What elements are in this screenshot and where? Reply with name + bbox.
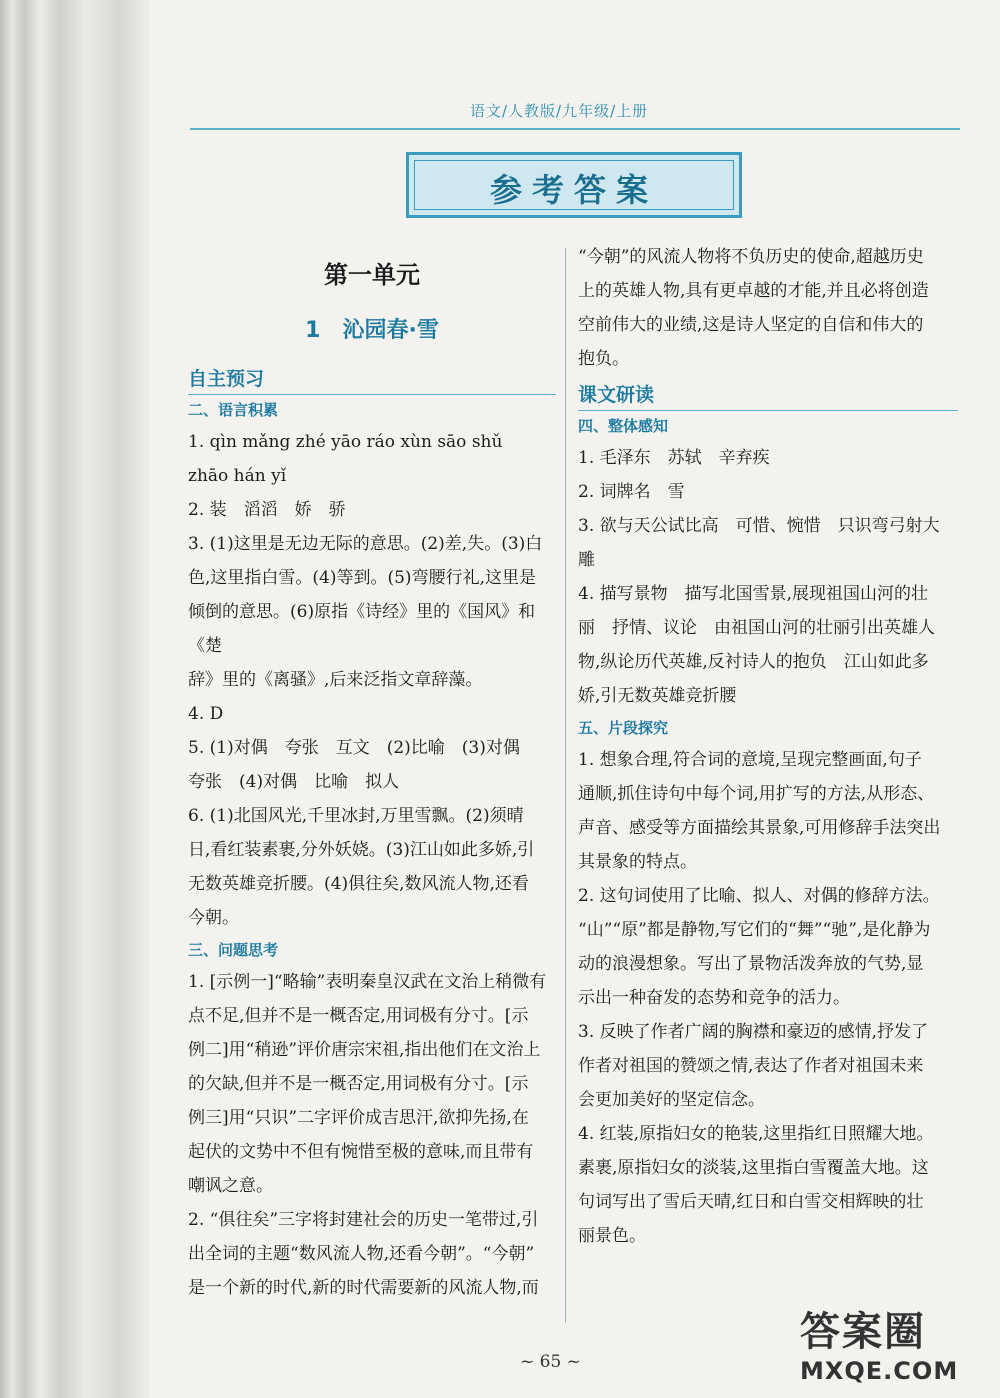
answer-line: 会更加美好的坚定信念。 xyxy=(578,1090,765,1110)
answer-line: “山”“原”都是静物,写它们的“舞”“驰”,是化静为 xyxy=(578,920,931,940)
column-divider xyxy=(565,248,566,1323)
answer-line: 1. qìn mǎng zhé yāo ráo xùn sāo shǔ xyxy=(188,432,503,452)
answer-line: 例二]用“稍逊”评价唐宗宋祖,指出他们在文治上 xyxy=(188,1040,541,1060)
answer-line: 出全词的主题“数风流人物,还看今朝”。“今朝” xyxy=(188,1244,535,1264)
answer-line: 2. 这句词使用了比喻、拟人、对偶的修辞方法。 xyxy=(578,886,940,906)
answer-line: 丽 抒情、议论 由祖国山河的壮丽引出英雄人 xyxy=(578,618,935,638)
answer-line: 色,这里指白雪。(4)等到。(5)弯腰行礼,这里是 xyxy=(188,568,536,588)
answer-line: 上的英雄人物,具有更卓越的才能,并且必将创造 xyxy=(578,281,929,301)
answer-line: 空前伟大的业绩,这是诗人坚定的自信和伟大的 xyxy=(578,315,924,335)
answer-line: 其景象的特点。 xyxy=(578,852,697,872)
answer-line: 1. 毛泽东 苏轼 辛弃疾 xyxy=(578,448,770,468)
page-stack-edges xyxy=(0,0,170,1398)
answer-line: 嘲讽之意。 xyxy=(188,1176,273,1196)
answer-line: 丽景色。 xyxy=(578,1226,646,1246)
answer-line: 句词写出了雪后天晴,红日和白雪交相辉映的壮 xyxy=(578,1192,924,1212)
header-rule xyxy=(190,128,960,130)
subheading-excerpt: 五、片段探究 xyxy=(578,719,669,737)
answer-line: 2. “俱往矣”三字将封建社会的历史一笔带过,引 xyxy=(188,1210,539,1230)
answer-line: 雕 xyxy=(578,550,595,570)
watermark-url: MXQE.COM xyxy=(800,1357,959,1385)
section-heading-preview: 自主预习 xyxy=(188,364,556,395)
answer-line: 6. (1)北国风光,千里冰封,万里雪飘。(2)须晴 xyxy=(188,806,524,826)
answer-line: 物,纵论历代英雄,反衬诗人的抱负 江山如此多 xyxy=(578,652,929,672)
answer-line: 倾倒的意思。(6)原指《诗经》里的《国风》和《楚 xyxy=(188,602,536,656)
answer-line: 的欠缺,但并不是一概否定,用词极有分寸。[示 xyxy=(188,1074,529,1094)
answer-line: “今朝”的风流人物将不负历史的使命,超越历史 xyxy=(578,247,924,267)
answer-line: 日,看红装素裹,分外妖娆。(3)江山如此多娇,引 xyxy=(188,840,535,860)
answer-line: 3. 反映了作者广阔的胸襟和豪迈的感情,抒发了 xyxy=(578,1022,929,1042)
answer-line: 4. D xyxy=(188,704,224,724)
watermark-logo xyxy=(800,1300,990,1390)
page-title: 参考答案 xyxy=(489,171,658,209)
unit-title: 第一单元 xyxy=(324,261,420,289)
answer-line: 无数英雄竞折腰。(4)俱往矣,数风流人物,还看 xyxy=(188,874,529,894)
answer-line: 4. 描写景物 描写北国雪景,展现祖国山河的壮 xyxy=(578,584,929,604)
answer-line: 点不足,但并不是一概否定,用词极有分寸。[示 xyxy=(188,1006,529,1026)
answer-line: 素裹,原指妇女的淡装,这里指白雪覆盖大地。这 xyxy=(578,1158,929,1178)
answer-line: 通顺,抓住诗句中每个词,用扩写的方法,从形态、 xyxy=(578,784,935,804)
answer-line: 娇,引无数英雄竞折腰 xyxy=(578,686,737,706)
subheading-overall: 四、整体感知 xyxy=(578,417,669,435)
lesson-title: 1 沁园春·雪 xyxy=(305,318,439,343)
answer-line: 是一个新的时代,新的时代需要新的风流人物,而 xyxy=(188,1278,539,1298)
left-column xyxy=(188,250,556,1305)
answer-line: 例三]用“只识”二字评价成吉思汗,欲抑先扬,在 xyxy=(188,1108,529,1128)
section-heading-study: 课文研读 xyxy=(578,380,958,411)
answer-line: 今朝。 xyxy=(188,908,239,928)
answer-line: 4. 红装,原指妇女的艳装,这里指红日照耀大地。 xyxy=(578,1124,934,1144)
subheading-language: 二、语言积累 xyxy=(188,401,279,419)
answer-line: 5. (1)对偶 夸张 互文 (2)比喻 (3)对偶 xyxy=(188,738,520,758)
answer-line: 抱负。 xyxy=(578,349,629,369)
answer-line: 作者对祖国的赞颂之情,表达了作者对祖国未来 xyxy=(578,1056,924,1076)
answer-line: 动的浪漫想象。写出了景物活泼奔放的气势,显 xyxy=(578,954,924,974)
answer-line: 声音、感受等方面描绘其景象,可用修辞手法突出 xyxy=(578,818,941,838)
title-box xyxy=(406,152,742,218)
answer-line: 辞》里的《离骚》,后来泛指文章辞藻。 xyxy=(188,670,483,690)
answer-line: 3. (1)这里是无边无际的意思。(2)差,失。(3)白 xyxy=(188,534,543,554)
answer-line: 夸张 (4)对偶 比喻 拟人 xyxy=(188,772,400,792)
answer-line: 起伏的文势中不但有惋惜至极的意味,而且带有 xyxy=(188,1142,534,1162)
right-column xyxy=(578,240,958,1253)
answer-line: 示出一种奋发的态势和竞争的活力。 xyxy=(578,988,850,1008)
answer-line: 2. 词牌名 雪 xyxy=(578,482,685,502)
answer-line: zhāo hán yǐ xyxy=(188,466,287,486)
answer-line: 3. 欲与天公试比高 可惜、惋惜 只识弯弓射大 xyxy=(578,516,940,536)
subheading-questions: 三、问题思考 xyxy=(188,941,279,959)
watermark-text: 答案圈 xyxy=(800,1309,926,1355)
answer-line: 2. 装 滔滔 娇 骄 xyxy=(188,500,346,520)
answer-line: 1. [示例一]“略输”表明秦皇汉武在文治上稍微有 xyxy=(188,972,547,992)
running-header: 语文/人教版/九年级/上册 xyxy=(470,102,649,120)
page-number: ~ 65 ~ xyxy=(520,1352,581,1372)
answer-line: 1. 想象合理,符合词的意境,呈现完整画面,句子 xyxy=(578,750,922,770)
